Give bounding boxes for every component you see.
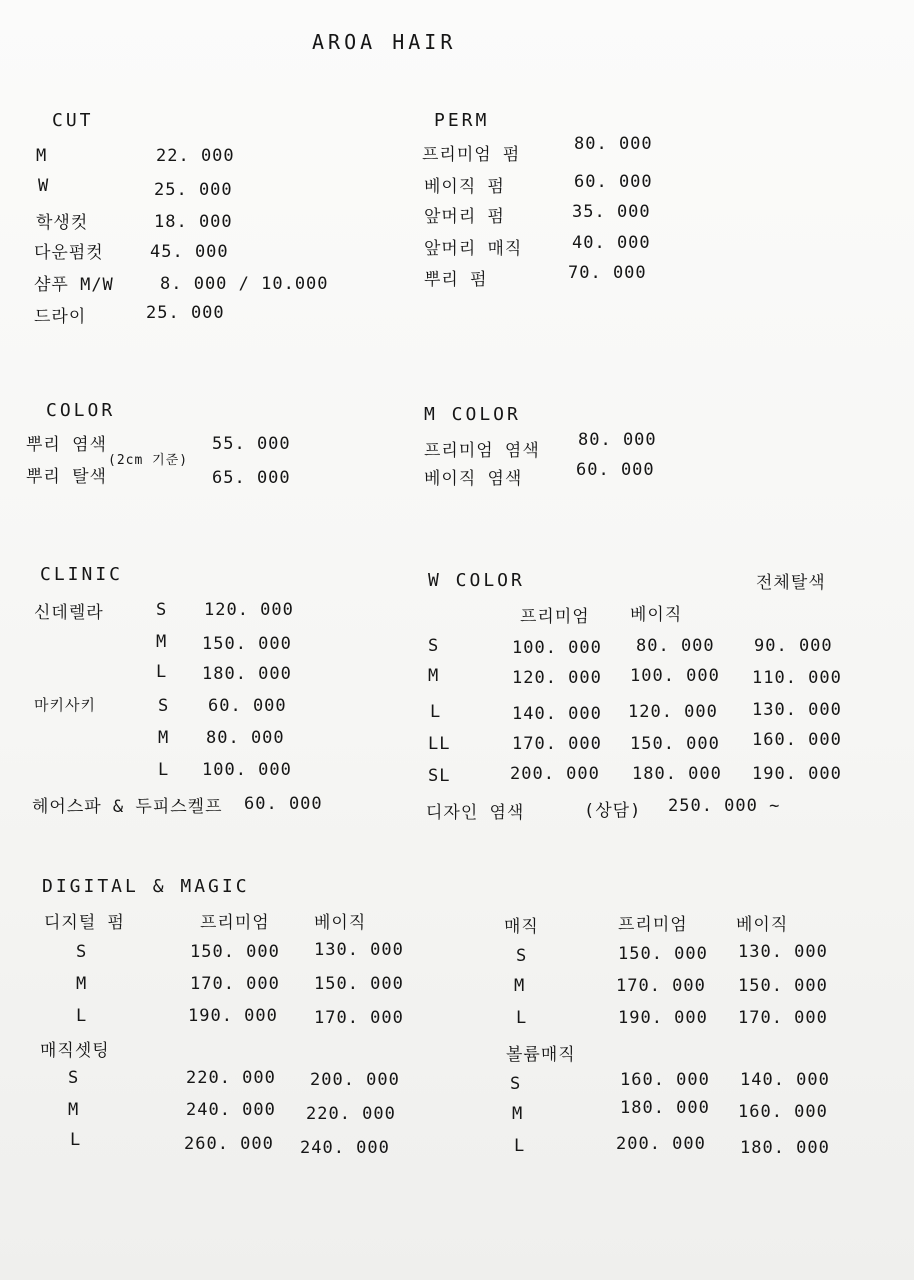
w-color-cell: 190. 000 [752, 764, 842, 784]
w-color-cell: 110. 000 [752, 668, 842, 688]
magic-cell: 170. 000 [616, 976, 706, 996]
perm-item-name: 앞머리 펌 [424, 207, 505, 227]
clinic-price: 80. 000 [206, 728, 285, 748]
cut-item-price: 18. 000 [154, 212, 233, 232]
design-color-name: 디자인 염색 [426, 803, 525, 823]
perm-item-name: 뿌리 펌 [424, 270, 488, 290]
perm-item-name: 베이직 펌 [424, 177, 505, 197]
clinic-size: M [158, 728, 170, 748]
digital-perm-cell: 130. 000 [314, 940, 404, 960]
cut-item-price: 25. 000 [154, 180, 233, 200]
magic-setting-cell: 240. 000 [300, 1138, 390, 1158]
magic-setting-size: S [68, 1068, 80, 1088]
w-color-size: M [428, 666, 440, 686]
volume-magic-cell: 160. 000 [738, 1102, 828, 1122]
clinic-group-name: 신데렐라 [34, 603, 104, 623]
magic-cell: 150. 000 [738, 976, 828, 996]
cut-item-name: W [38, 176, 50, 196]
clinic-size: S [158, 696, 170, 716]
clinic-size: S [156, 600, 168, 620]
cut-item-name: M [36, 146, 48, 166]
w-color-cell: 130. 000 [752, 700, 842, 720]
w-color-size: S [428, 636, 440, 656]
clinic-group-name: 마키사키 [34, 696, 96, 714]
perm-item-name: 앞머리 매직 [424, 239, 523, 259]
m-color-item-price: 60. 000 [576, 460, 655, 480]
color-item-name: 뿌리 염색 [26, 435, 107, 455]
cut-heading: CUT [52, 110, 94, 131]
w-color-cell: 120. 000 [628, 702, 718, 722]
digital-perm-cell: 150. 000 [314, 974, 404, 994]
clinic-price: 100. 000 [202, 760, 292, 780]
design-color-note: (상담) [584, 801, 642, 821]
magic-setting-cell: 260. 000 [184, 1134, 274, 1154]
magic-label: 매직 [504, 917, 539, 937]
m-color-heading: M COLOR [424, 404, 521, 425]
volume-magic-size: M [512, 1104, 524, 1124]
volume-magic-cell: 180. 000 [740, 1138, 830, 1158]
w-color-cell: 160. 000 [752, 730, 842, 750]
m-color-item-name: 베이직 염색 [424, 469, 523, 489]
color-heading: COLOR [46, 400, 116, 421]
m-color-item-name: 프리미엄 염색 [424, 441, 540, 461]
cut-item-name: 학생컷 [36, 213, 89, 233]
perm-item-name: 프리미엄 펌 [422, 145, 521, 165]
clinic-heading: CLINIC [40, 564, 124, 585]
digital-perm-cell: 150. 000 [190, 942, 280, 962]
volume-magic-cell: 160. 000 [620, 1070, 710, 1090]
w-color-cell: 200. 000 [510, 764, 600, 784]
digital-perm-size: M [76, 974, 88, 994]
magic-size: S [516, 946, 528, 966]
magic-size: M [514, 976, 526, 996]
cut-item-price: 22. 000 [156, 146, 235, 166]
magic-setting-cell: 240. 000 [186, 1100, 276, 1120]
perm-item-price: 60. 000 [574, 172, 653, 192]
w-color-size: L [430, 702, 442, 722]
volume-magic-cell: 180. 000 [620, 1098, 710, 1118]
w-color-col: 전체탈색 [756, 573, 826, 593]
color-item-price: 65. 000 [212, 468, 291, 488]
cut-item-name: 드라이 [34, 307, 87, 327]
w-color-cell: 80. 000 [636, 636, 715, 656]
m-color-item-price: 80. 000 [578, 430, 657, 450]
w-color-cell: 140. 000 [512, 704, 602, 724]
clinic-size: M [156, 632, 168, 652]
digital-perm-cell: 170. 000 [190, 974, 280, 994]
digital-perm-label: 디지털 펌 [44, 913, 125, 933]
magic-setting-cell: 220. 000 [186, 1068, 276, 1088]
w-color-cell: 180. 000 [632, 764, 722, 784]
volume-magic-cell: 200. 000 [616, 1134, 706, 1154]
w-color-col: 베이직 [630, 605, 683, 625]
w-color-cell: 170. 000 [512, 734, 602, 754]
volume-magic-size: S [510, 1074, 522, 1094]
digital-perm-cell: 190. 000 [188, 1006, 278, 1026]
clinic-price: 60. 000 [208, 696, 287, 716]
magic-setting-size: M [68, 1100, 80, 1120]
w-color-cell: 120. 000 [512, 668, 602, 688]
magic-col: 프리미엄 [618, 915, 688, 935]
color-item-name: 뿌리 탈색 [26, 467, 107, 487]
color-item-price: 55. 000 [212, 434, 291, 454]
digital-perm-size: S [76, 942, 88, 962]
magic-setting-cell: 200. 000 [310, 1070, 400, 1090]
perm-item-price: 70. 000 [568, 263, 647, 283]
perm-item-price: 35. 000 [572, 202, 651, 222]
clinic-spa-price: 60. 000 [244, 794, 323, 814]
cut-item-price: 25. 000 [146, 303, 225, 323]
clinic-price: 150. 000 [202, 634, 292, 654]
w-color-size: SL [428, 766, 451, 786]
digital-perm-col: 베이직 [314, 913, 367, 933]
digital-perm-col: 프리미엄 [200, 913, 270, 933]
digital-perm-cell: 170. 000 [314, 1008, 404, 1028]
magic-setting-label: 매직셋팅 [40, 1041, 110, 1061]
w-color-cell: 100. 000 [512, 638, 602, 658]
magic-cell: 150. 000 [618, 944, 708, 964]
digital-perm-size: L [76, 1006, 88, 1026]
w-color-heading: W COLOR [428, 570, 525, 591]
volume-magic-size: L [514, 1136, 526, 1156]
w-color-size: LL [428, 734, 451, 754]
w-color-cell: 100. 000 [630, 666, 720, 686]
magic-size: L [516, 1008, 528, 1028]
clinic-price: 120. 000 [204, 600, 294, 620]
w-color-cell: 150. 000 [630, 734, 720, 754]
perm-item-price: 80. 000 [574, 134, 653, 154]
clinic-spa-name: 헤어스파 & 두피스켈프 [32, 797, 223, 817]
magic-cell: 190. 000 [618, 1008, 708, 1028]
cut-item-name: 샴푸 M/W [34, 275, 114, 295]
cut-item-price: 45. 000 [150, 242, 229, 262]
volume-magic-label: 볼륨매직 [506, 1045, 576, 1065]
magic-setting-size: L [70, 1130, 82, 1150]
volume-magic-cell: 140. 000 [740, 1070, 830, 1090]
w-color-col: 프리미엄 [520, 607, 590, 627]
perm-heading: PERM [434, 110, 490, 131]
clinic-price: 180. 000 [202, 664, 292, 684]
w-color-cell: 90. 000 [754, 636, 833, 656]
magic-setting-cell: 220. 000 [306, 1104, 396, 1124]
cut-item-price: 8. 000 / 10.000 [160, 274, 329, 294]
page-title: AROA HAIR [312, 30, 457, 54]
magic-col: 베이직 [736, 915, 789, 935]
perm-item-price: 40. 000 [572, 233, 651, 253]
digital-magic-heading: DIGITAL & MAGIC [42, 876, 250, 897]
clinic-size: L [156, 662, 168, 682]
magic-cell: 170. 000 [738, 1008, 828, 1028]
color-note: (2cm 기준) [108, 453, 189, 468]
design-color-price: 250. 000 ~ [668, 796, 781, 816]
clinic-size: L [158, 760, 170, 780]
magic-cell: 130. 000 [738, 942, 828, 962]
cut-item-name: 다운펌컷 [34, 243, 104, 263]
